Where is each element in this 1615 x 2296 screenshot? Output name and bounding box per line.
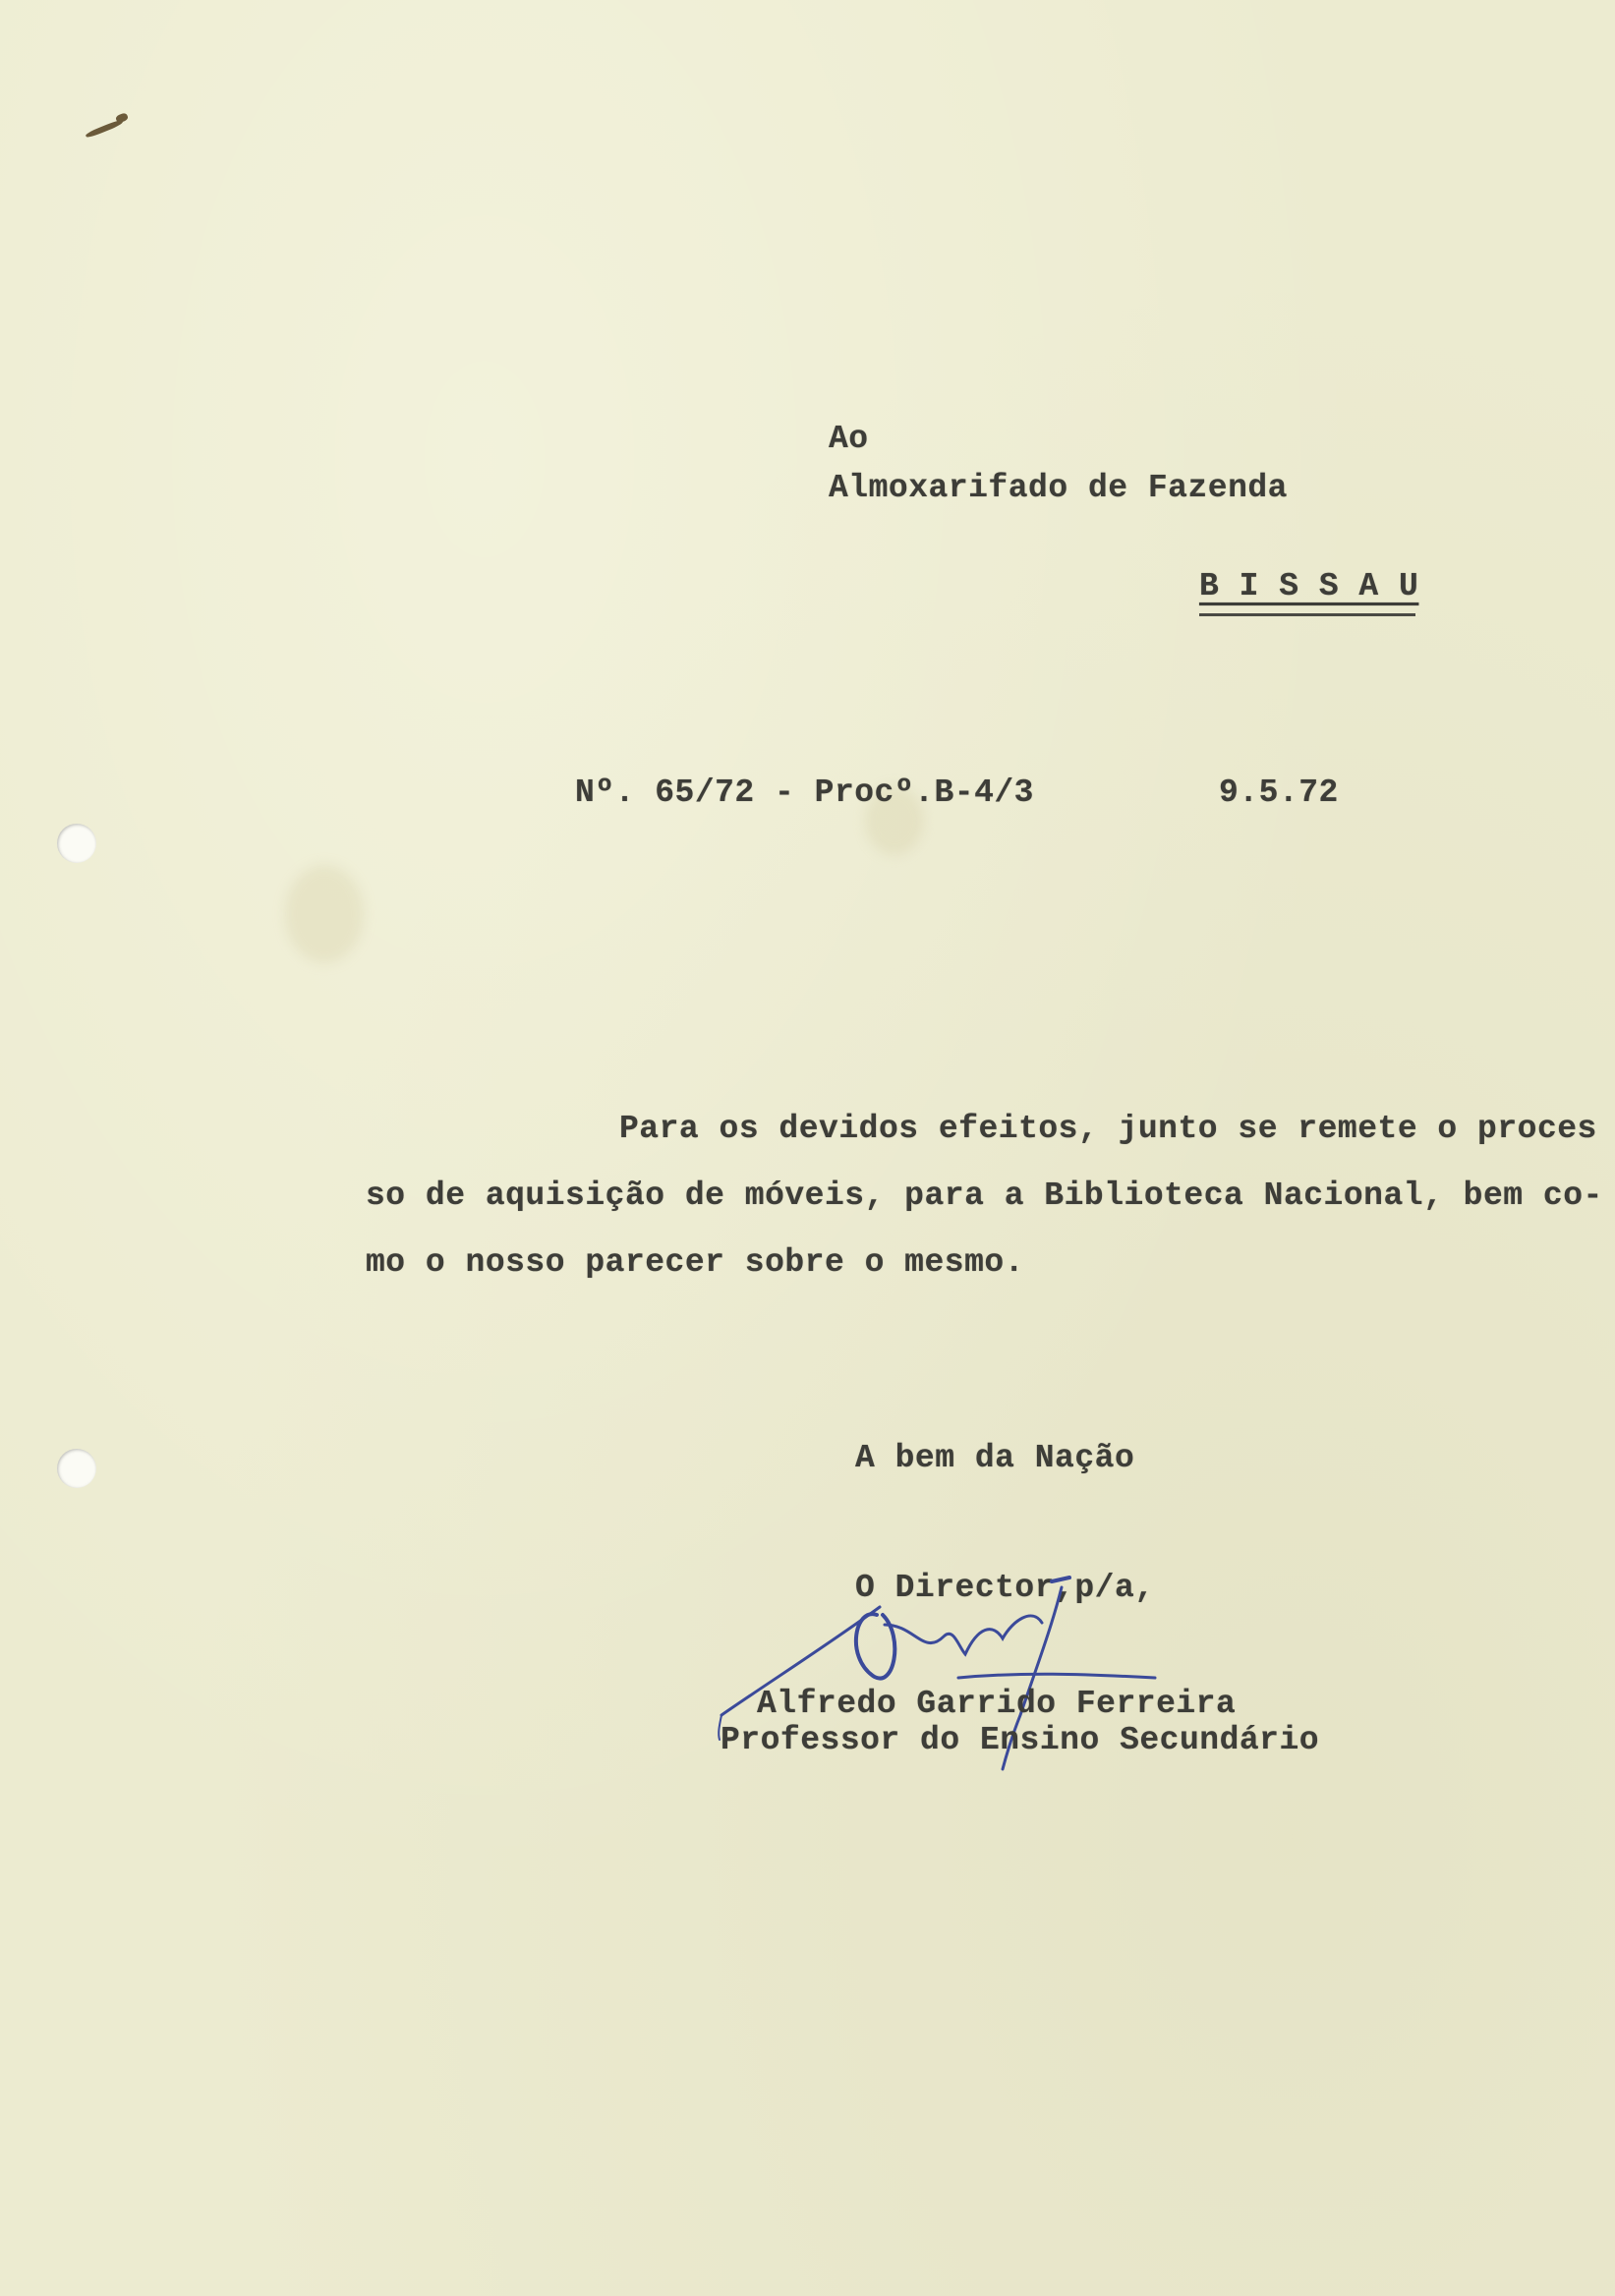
recipient: Almoxarifado de Fazenda bbox=[829, 470, 1288, 506]
body-line: so de aquisição de móveis, para a Biblioteca Nacional, bem co- bbox=[366, 1177, 1603, 1214]
paper-stain bbox=[285, 865, 364, 963]
city: B I S S A U bbox=[1199, 568, 1419, 604]
body-line: mo o nosso parecer sobre o mesmo. bbox=[366, 1244, 1025, 1281]
signatory-position: Professor do Ensino Secundário bbox=[721, 1722, 1320, 1758]
reference-number: Nº. 65/72 - Procº.B-4/3 bbox=[575, 775, 1034, 811]
punch-hole-bottom bbox=[57, 1449, 96, 1488]
letter-date: 9.5.72 bbox=[1219, 775, 1339, 811]
signatory-name: Alfredo Garrido Ferreira bbox=[757, 1686, 1237, 1722]
punch-hole-top bbox=[57, 824, 96, 863]
signatory-title: O Director,p/a, bbox=[855, 1570, 1155, 1606]
closing: A bem da Nação bbox=[855, 1440, 1135, 1476]
body-line: Para os devidos efeitos, junto se remete o proces bbox=[619, 1111, 1597, 1147]
salutation: Ao bbox=[829, 421, 869, 457]
city-underline bbox=[1199, 613, 1415, 616]
ink-smudge bbox=[115, 112, 129, 124]
